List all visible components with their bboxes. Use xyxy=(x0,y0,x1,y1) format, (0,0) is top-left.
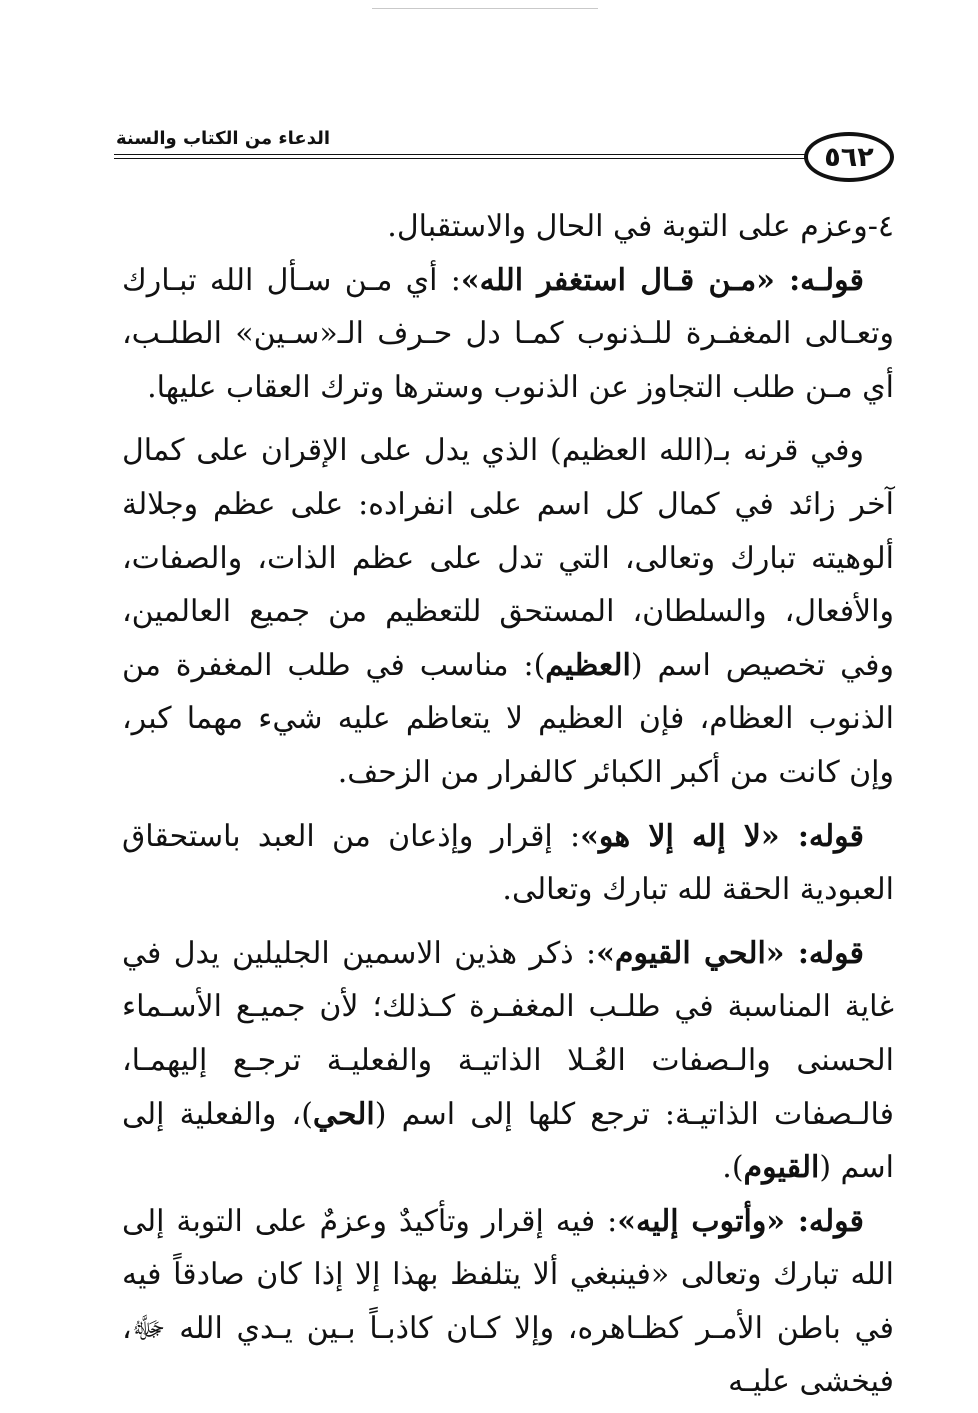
paragraph-text: ). xyxy=(722,1150,744,1186)
page-number: ٥٦٢ xyxy=(804,132,894,182)
quoted-phrase: قوله: «وأتوب إليه» xyxy=(617,1203,864,1239)
quoted-phrase: قولـه: «مـن قـال استغفر الله» xyxy=(460,262,864,298)
paragraph-text: ): مناسب في طلب المغفرة من الذنوب العظام، فإن العظيم لا يتعاظم عليه شيء مهما كبر، وإن كانت من أكبر الكبائر كالفرار من الزحف. xyxy=(122,647,894,790)
paragraph-la-ilaha xyxy=(122,810,894,917)
emphasized-name: القيوم xyxy=(743,1150,820,1186)
paragraph-point-4 xyxy=(122,200,894,254)
paragraph-al-azim xyxy=(122,424,894,799)
page-header xyxy=(114,116,894,194)
paragraph-text: : إقرار وإذعان من العبد باستحقاق العبودية الحقة لله تبارك وتعالى. xyxy=(122,818,894,908)
paragraph-text: : فيه إقرار وتأكيدٌ وعزمٌ على التوبة إلى الله تبارك وتعالى «فينبغي ألا يتلفظ بهذا إلا إذا كان صادقاً فيه في باطن الأمـر كظـاهره، وإلا كـان كاذبـاً بـين يـدي الله ﷻ، فيخشى عليـه xyxy=(122,1203,894,1400)
quoted-phrase: قوله: «الحي القيوم» xyxy=(596,935,864,971)
paragraph-hayy-qayyum xyxy=(122,927,894,1195)
emphasized-name: الحي xyxy=(312,1096,375,1132)
page-body xyxy=(122,200,894,1409)
paragraph-astaghfirullah xyxy=(122,254,894,415)
quoted-phrase: قوله: «لا إله إلا هو» xyxy=(580,818,864,854)
paragraph-text: )، والفعلية إلى اسم ( xyxy=(122,1096,894,1186)
paragraph-text: ٤-وعزم على التوبة في الحال والاستقبال. xyxy=(387,209,894,244)
running-title: الدعاء من الكتاب والسنة xyxy=(116,128,331,149)
paragraph-atubu-ilayh xyxy=(122,1195,894,1409)
paragraph-text: : ذكر هذين الاسمين الجليلين يدل في غاية المناسبة في طلـب المغفـرة كـذلك؛ لأن جميـع الأسـماء الحسنى والـصفات العُـلا الذاتيـة والفعليـة ترجـع إليهمـا، فالـصفات الذاتيـة: ترجع كلها إلى اسم ( xyxy=(122,935,894,1132)
paragraph-text: : أي مـن سـأل الله تبـارك وتعـالى المغفـرة للـذنوب كمـا دل حـرف الـ«سـين» الطلـب، أي مـن طلب التجاوز عن الذنوب وسترها وترك العقاب عليها. xyxy=(122,262,894,405)
header-double-rule xyxy=(114,154,814,159)
emphasized-name: العظيم xyxy=(545,647,631,683)
top-scan-rule xyxy=(372,8,598,9)
paragraph-text: وفي قرنه بـ(الله العظيم) الذي يدل على الإقران على كمال آخر زائد في كمال كل اسم على انفراده: على عظم وجلالة ألوهيته تبارك وتعالى، التي تدل على عظم الذات، والصفات، والأفعال، والسلطان، المستحق للتعظيم من جميع العالمين، وفي تخصيص اسم ( xyxy=(122,433,895,683)
